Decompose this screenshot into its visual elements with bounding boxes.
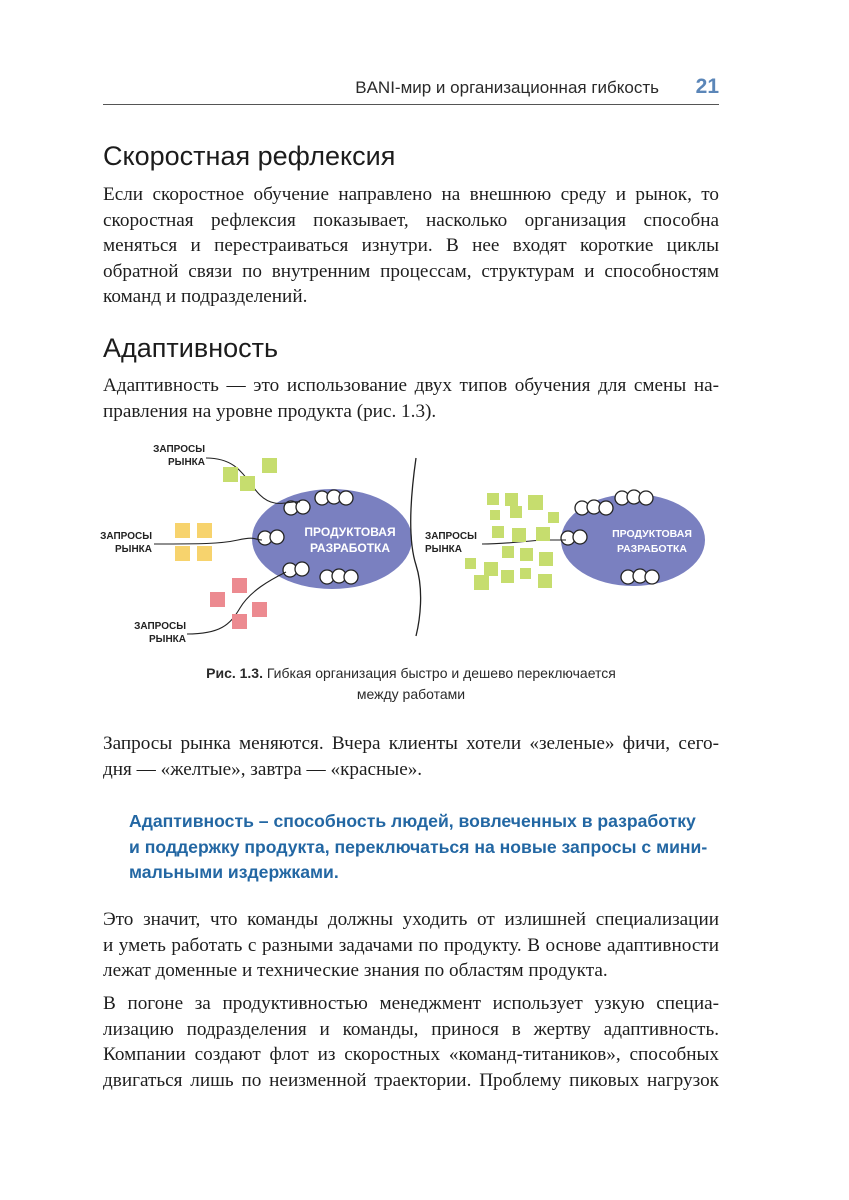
- figure-adaptive-organization: [90, 440, 730, 650]
- panel-divider: [411, 458, 421, 636]
- text-line: лизацию подразделения и команды, принося в жертву адаптивность.: [103, 1018, 719, 1040]
- caption-line-2: между работами: [356, 686, 466, 702]
- green-requests-left: [223, 458, 277, 491]
- running-head-title: BANI-мир и организационная гибкость: [355, 78, 659, 97]
- request-label-top-2: РЫНКА: [167, 457, 205, 468]
- paragraph-productivity: [103, 991, 719, 1093]
- header-rule: [103, 104, 719, 105]
- paragraph-specialization: [103, 907, 719, 984]
- request-label-mid-2: РЫНКА: [114, 544, 152, 555]
- ellipse-label-right-1: ПРОДУКТОВАЯ: [612, 528, 692, 540]
- ellipse-label-right-2: РАЗРАБОТКА: [616, 543, 688, 555]
- text-line: правления на уровне продукта (рис. 1.3).: [103, 400, 437, 422]
- running-head: [103, 76, 719, 102]
- text-line: Это значит, что команды должны уходить от излишней специализации: [103, 909, 719, 930]
- text-line: Адаптивность — это использование двух типов обучения для смены на-: [103, 375, 719, 396]
- paragraph-reflection: [103, 182, 719, 310]
- text-line: В погоне за продуктивностью менеджмент использует узкую специа-: [103, 993, 719, 1014]
- figure-caption: [103, 663, 719, 705]
- callout-line: и поддержку продукта, переключаться на новые запросы с мини-: [129, 836, 708, 857]
- text-line: скоростная рефлексия показывает, насколько организация способна: [103, 209, 719, 231]
- ellipse-label-left-2: РАЗРАБОТКА: [309, 541, 391, 555]
- paragraph-adaptivity-intro: [103, 373, 719, 424]
- page-number: 21: [695, 75, 719, 98]
- red-requests-left: [210, 578, 267, 629]
- request-label-bottom-1: ЗАПРОСЫ: [134, 621, 186, 632]
- text-line: дня — «желтые», завтра — «красные».: [103, 758, 423, 780]
- text-line: Компании создают флот из скоростных «команд-титаников», способных: [103, 1044, 719, 1066]
- ellipse-label-left-1: ПРОДУКТОВАЯ: [304, 525, 396, 539]
- yellow-requests-left: [175, 523, 212, 561]
- request-label-bottom-2: РЫНКА: [148, 634, 186, 645]
- text-line: двигаться лишь по неизменной траектории. Проблему пиковых нагрузок: [103, 1069, 719, 1091]
- caption-line-1: Гибкая организация быстро и дешево переключается: [266, 665, 616, 681]
- callout-line: мальными издержками.: [129, 862, 339, 882]
- text-line: меняться и перестраиваться изнутри. В нее входят короткие циклы: [103, 235, 719, 257]
- caption-prefix: Рис. 1.3.: [206, 665, 263, 681]
- request-label-right-1: ЗАПРОСЫ: [425, 531, 477, 542]
- text-line: команд и подразделений.: [103, 286, 308, 308]
- paragraph-requests-change: [103, 731, 719, 782]
- section-heading-adaptivity: Адаптивность: [103, 333, 279, 363]
- request-label-mid-1: ЗАПРОСЫ: [100, 531, 152, 542]
- callout-line: Адаптивность – способность людей, вовлеченных в разработку: [129, 811, 696, 831]
- section-heading-reflection: Скоростная рефлексия: [103, 141, 396, 171]
- text-line: и уметь работать с разными задачами по продукту. В основе адаптивности: [103, 934, 719, 956]
- text-line: лежат доменные и технические знания по областям продукта.: [103, 960, 608, 982]
- green-requests-right: [465, 493, 559, 590]
- request-label-top-1: ЗАПРОСЫ: [153, 444, 205, 455]
- text-line: Если скоростное обучение направлено на внешнюю среду и рынок, то: [103, 184, 719, 205]
- text-line: обратной связи по внутренним процессам, структурам и способностям: [103, 260, 719, 282]
- text-line: Запросы рынка меняются. Вчера клиенты хотели «зеленые» фичи, сего-: [103, 733, 719, 754]
- definition-callout: [129, 809, 708, 886]
- request-label-right-2: РЫНКА: [425, 544, 463, 555]
